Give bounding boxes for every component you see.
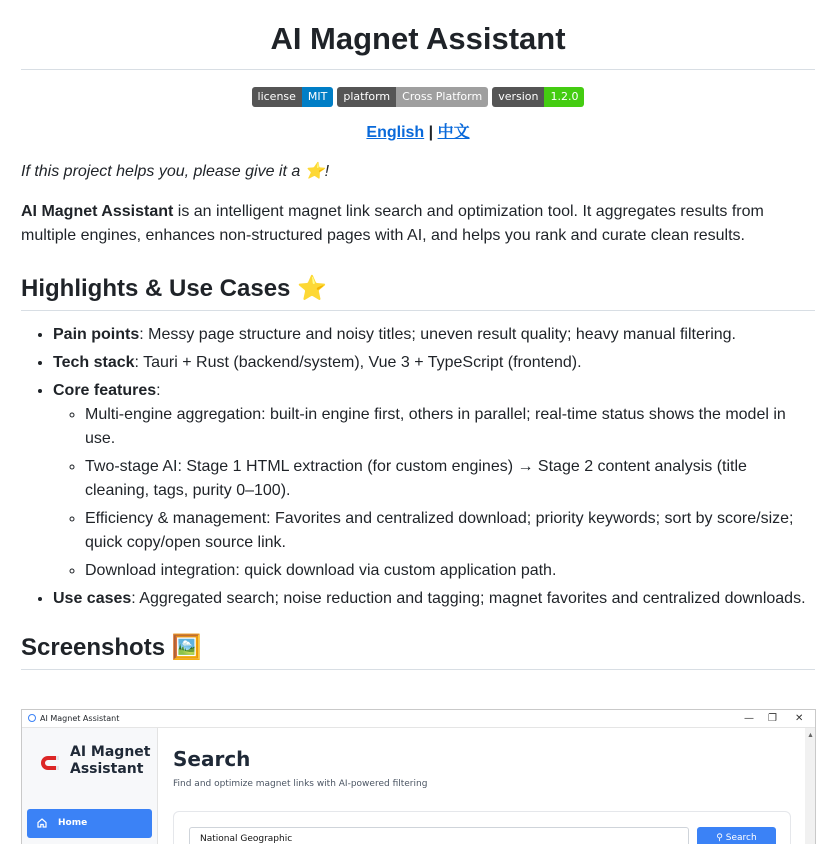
item-key: Tech stack xyxy=(53,354,135,371)
list-item xyxy=(53,323,815,347)
item-text: : xyxy=(156,382,161,399)
badge-value: Cross Platform xyxy=(396,87,488,107)
badge-label: version xyxy=(492,87,544,107)
item-text: : Aggregated search; noise reduction and tagging; magnet favorites and centralized downloads. xyxy=(131,590,806,607)
item-key: Use cases xyxy=(53,590,132,607)
language-switch xyxy=(21,122,815,144)
app-screenshot xyxy=(21,709,816,844)
magnet-icon xyxy=(41,754,61,772)
scroll-up-icon[interactable]: ▲ xyxy=(807,732,814,739)
badge-value: MIT xyxy=(302,87,333,107)
list-item xyxy=(53,587,815,611)
scrollbar[interactable] xyxy=(805,728,815,844)
badge-label: platform xyxy=(337,87,396,107)
page-title: AI Magnet Assistant xyxy=(21,0,815,70)
window-title: AI Magnet Assistant xyxy=(40,714,120,723)
lang-separator: | xyxy=(428,124,434,141)
sub-list-item: ◦ Efficiency & management: Favorites and centralized download; priority keywords; sort by score/size; quick copy/open source link. xyxy=(85,507,815,555)
item-text: : Tauri + Rust (backend/system), Vue 3 + TypeScript (frontend). xyxy=(134,354,582,371)
platform-badge[interactable] xyxy=(337,87,488,107)
close-button[interactable]: ✕ xyxy=(795,713,804,724)
list-item xyxy=(53,379,815,583)
brand-name xyxy=(70,744,150,778)
chinese-link[interactable]: 中文 xyxy=(437,124,470,141)
search-button-label: Search xyxy=(725,833,757,843)
nav-home[interactable] xyxy=(27,809,152,838)
app-logo-icon xyxy=(28,714,36,722)
intro-text: is an intelligent magnet link search and optimization tool. It aggregates results from multiple engines, enhances non-structured pages with AI, and helps you rank and curate clean results. xyxy=(21,203,764,244)
version-badge[interactable] xyxy=(492,87,584,107)
core-features-sublist xyxy=(53,403,815,583)
highlights-heading: Highlights & Use Cases ⭐ xyxy=(21,274,815,311)
item-key: Pain points xyxy=(53,326,140,343)
minimize-button[interactable]: — xyxy=(744,713,754,724)
badge-label: license xyxy=(252,87,302,107)
english-link[interactable]: English xyxy=(366,124,425,141)
app-page-subtitle: Find and optimize magnet links with AI-powered filtering xyxy=(173,779,428,789)
list-item xyxy=(53,351,815,375)
app-page-title: Search xyxy=(173,747,251,771)
item-text: : Messy page structure and noisy titles; uneven result quality; heavy manual filtering. xyxy=(139,326,736,343)
search-button[interactable] xyxy=(697,827,776,844)
badge-value: 1.2.0 xyxy=(544,87,584,107)
sub-list-item: ◦ Download integration: quick download via custom application path. xyxy=(85,559,815,583)
brand-line: Assistant xyxy=(70,761,144,777)
app-sidebar xyxy=(22,728,158,844)
sub-list-item: ◦ Two-stage AI: Stage 1 HTML extraction (for custom engines) → Stage 2 content analysis (title cleaning, tags, purity 0–100). xyxy=(85,455,815,503)
highlights-list xyxy=(21,323,815,611)
item-key: Core features xyxy=(53,382,157,399)
nav-home-label: Home xyxy=(58,818,88,828)
intro-paragraph xyxy=(21,200,815,248)
brand-line: AI Magnet xyxy=(70,744,151,760)
intro-product-name: AI Magnet Assistant xyxy=(21,203,174,220)
home-icon xyxy=(37,818,47,828)
screenshots-heading: Screenshots 🖼️ xyxy=(21,633,815,670)
license-badge[interactable] xyxy=(252,87,334,107)
window-titlebar xyxy=(22,710,815,728)
badge-row xyxy=(21,87,815,107)
search-input[interactable]: National Geographic xyxy=(189,827,689,844)
star-note: If this project helps you, please give it a ⭐! xyxy=(21,163,330,180)
search-icon: ⚲ xyxy=(716,833,723,843)
maximize-button[interactable]: ❐ xyxy=(768,713,777,724)
readme-content xyxy=(21,0,815,670)
sub-list-item: ◦ Multi-engine aggregation: built-in engine first, others in parallel; real-time status shows the model in use. xyxy=(85,403,815,451)
search-card xyxy=(173,811,791,844)
